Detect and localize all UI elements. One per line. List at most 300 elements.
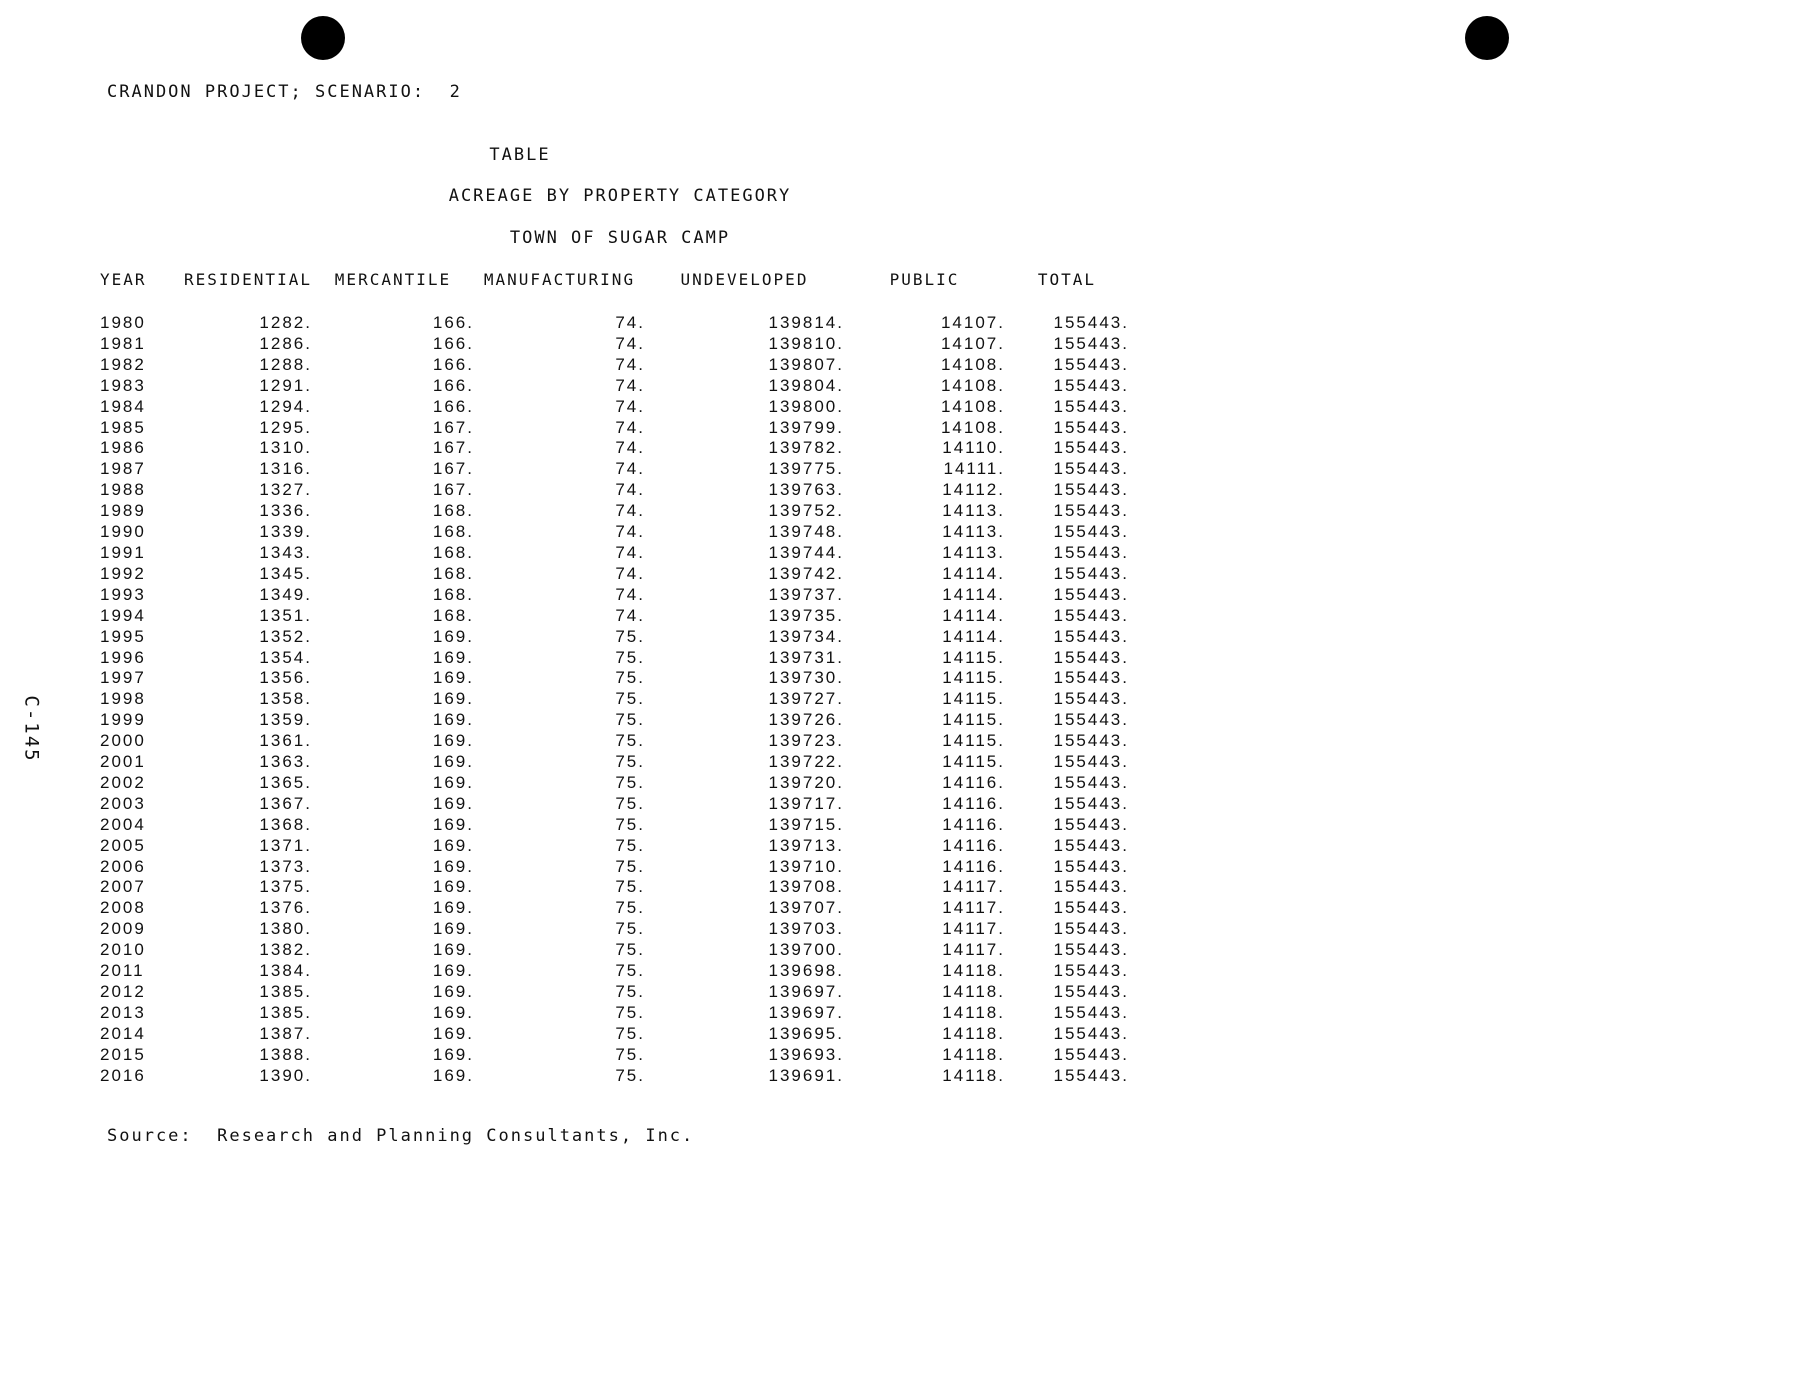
table-row [100, 397, 1129, 418]
cell-year: 2010 [100, 940, 146, 960]
cell-mercantile: 169. [432, 940, 474, 960]
cell-manufacturing: 75. [615, 1002, 645, 1022]
table-row [100, 376, 1129, 397]
cell-public: 14116. [942, 772, 1005, 792]
cell-public: 14114. [942, 626, 1005, 646]
cell-public: 14115. [942, 710, 1005, 730]
table-row [100, 334, 1129, 355]
cell-public: 14118. [942, 961, 1005, 981]
table-row [100, 794, 1129, 815]
cell-total: 155443. [1053, 1065, 1129, 1085]
cell-year: 1993 [100, 584, 146, 604]
cell-residential: 1363. [259, 752, 312, 772]
cell-public: 14117. [942, 919, 1005, 939]
cell-year: 1992 [100, 563, 146, 583]
cell-undeveloped: 139697. [768, 982, 844, 1001]
table-row [100, 982, 1129, 1003]
table-row [100, 857, 1129, 878]
cell-mercantile: 169. [432, 1044, 474, 1064]
cell-undeveloped: 139730. [768, 668, 844, 688]
cell-undeveloped: 139697. [768, 1002, 844, 1022]
cell-residential: 1367. [259, 793, 312, 813]
cell-undeveloped: 139742. [768, 563, 844, 583]
cell-public: 14114. [942, 605, 1005, 625]
cell-public: 14117. [942, 898, 1005, 918]
cell-manufacturing: 74. [615, 501, 645, 521]
cell-residential: 1390. [259, 1065, 312, 1085]
cell-residential: 1343. [259, 542, 312, 562]
cell-total: 155443. [1053, 1023, 1129, 1043]
cell-manufacturing: 75. [615, 772, 645, 792]
cell-manufacturing: 75. [615, 982, 645, 1001]
cell-residential: 1327. [259, 480, 312, 500]
cell-manufacturing: 74. [615, 605, 645, 625]
table-row [100, 501, 1129, 522]
cell-mercantile: 169. [432, 752, 474, 772]
cell-mercantile: 167. [432, 459, 474, 479]
cell-year: 2016 [100, 1065, 146, 1085]
cell-manufacturing: 75. [615, 752, 645, 772]
table-row [100, 459, 1129, 480]
punch-hole-right [1465, 16, 1509, 60]
cell-total: 155443. [1053, 563, 1129, 583]
cell-mercantile: 169. [432, 1065, 474, 1085]
cell-manufacturing: 75. [615, 689, 645, 709]
cell-public: 14117. [942, 940, 1005, 960]
cell-undeveloped: 139707. [768, 898, 844, 918]
cell-total: 155443. [1053, 584, 1129, 604]
cell-public: 14110. [942, 438, 1005, 458]
cell-total: 155443. [1053, 375, 1129, 395]
cell-total: 155443. [1053, 793, 1129, 813]
column-header-manufacturing: MANUFACTURING [483, 270, 636, 289]
cell-mercantile: 169. [432, 835, 474, 855]
cell-mercantile: 166. [432, 354, 474, 374]
table-row [100, 961, 1129, 982]
cell-public: 14113. [942, 542, 1005, 562]
cell-undeveloped: 139748. [768, 522, 844, 542]
table-row [100, 1066, 1129, 1087]
cell-undeveloped: 139726. [768, 710, 844, 730]
table-row [100, 438, 1129, 459]
cell-year: 2002 [100, 772, 146, 792]
table-row [100, 522, 1129, 543]
cell-year: 2000 [100, 731, 146, 751]
cell-year: 1986 [100, 438, 146, 458]
cell-mercantile: 169. [432, 793, 474, 813]
cell-undeveloped: 139727. [768, 689, 844, 709]
table-row [100, 543, 1129, 564]
cell-total: 155443. [1053, 396, 1129, 416]
table-row [100, 1045, 1129, 1066]
cell-residential: 1339. [259, 522, 312, 542]
cell-mercantile: 169. [432, 856, 474, 876]
cell-manufacturing: 74. [615, 313, 645, 332]
cell-year: 2009 [100, 919, 146, 939]
cell-public: 14116. [942, 793, 1005, 813]
cell-residential: 1361. [259, 731, 312, 751]
cell-public: 14107. [940, 333, 1005, 353]
cell-year: 1983 [100, 375, 146, 395]
cell-manufacturing: 74. [615, 333, 645, 353]
cell-residential: 1310. [259, 438, 312, 458]
cell-year: 2011 [100, 961, 145, 981]
cell-public: 14115. [942, 668, 1005, 688]
cell-undeveloped: 139698. [768, 961, 844, 981]
table-row [100, 710, 1129, 731]
table-row [100, 1024, 1129, 1045]
table-header-row [100, 262, 1129, 313]
cell-undeveloped: 139737. [768, 584, 844, 604]
cell-undeveloped: 139695. [768, 1023, 844, 1043]
cell-total: 155443. [1053, 814, 1129, 834]
cell-mercantile: 166. [432, 396, 474, 416]
table-row [100, 585, 1129, 606]
table-body [100, 313, 1129, 1087]
cell-public: 14116. [942, 835, 1005, 855]
cell-residential: 1368. [259, 814, 312, 834]
cell-residential: 1375. [259, 877, 312, 897]
cell-total: 155443. [1053, 731, 1129, 751]
cell-manufacturing: 75. [615, 919, 645, 939]
cell-year: 2005 [100, 835, 146, 855]
cell-undeveloped: 139752. [768, 501, 844, 521]
cell-undeveloped: 139775. [768, 459, 844, 479]
cell-public: 14116. [942, 856, 1005, 876]
cell-public: 14108. [940, 396, 1005, 416]
cell-manufacturing: 74. [615, 438, 645, 458]
cell-total: 155443. [1053, 480, 1129, 500]
cell-mercantile: 169. [432, 982, 474, 1001]
cell-undeveloped: 139731. [768, 647, 844, 667]
cell-year: 1982 [100, 354, 146, 374]
cell-manufacturing: 75. [615, 961, 645, 981]
page-number: C-145 [20, 695, 43, 763]
cell-public: 14115. [942, 689, 1005, 709]
cell-year: 1989 [100, 501, 146, 521]
cell-mercantile: 169. [432, 1002, 474, 1022]
punch-hole-left [301, 16, 345, 60]
cell-total: 155443. [1053, 459, 1129, 479]
cell-residential: 1282. [259, 313, 312, 332]
cell-mercantile: 166. [432, 375, 474, 395]
cell-manufacturing: 75. [615, 814, 645, 834]
cell-undeveloped: 139723. [768, 731, 844, 751]
cell-mercantile: 168. [432, 501, 474, 521]
cell-public: 14118. [942, 982, 1005, 1001]
cell-residential: 1388. [259, 1044, 312, 1064]
column-header-public: PUBLIC [889, 270, 960, 289]
cell-mercantile: 169. [432, 689, 474, 709]
cell-public: 14117. [942, 877, 1005, 897]
cell-total: 155443. [1053, 438, 1129, 458]
cell-residential: 1371. [259, 835, 312, 855]
cell-residential: 1380. [259, 919, 312, 939]
table-row [100, 836, 1129, 857]
cell-total: 155443. [1053, 961, 1129, 981]
cell-total: 155443. [1053, 877, 1129, 897]
cell-manufacturing: 75. [615, 647, 645, 667]
cell-public: 14115. [942, 731, 1005, 751]
cell-undeveloped: 139700. [768, 940, 844, 960]
cell-public: 14112. [942, 480, 1005, 500]
cell-total: 155443. [1053, 940, 1129, 960]
cell-year: 2003 [100, 793, 146, 813]
cell-year: 2008 [100, 898, 146, 918]
cell-residential: 1382. [259, 940, 312, 960]
cell-public: 14116. [942, 814, 1005, 834]
cell-year: 1995 [100, 626, 146, 646]
acreage-table [100, 262, 1129, 1087]
cell-year: 1988 [100, 480, 146, 500]
table-row [100, 606, 1129, 627]
cell-manufacturing: 75. [615, 668, 645, 688]
cell-mercantile: 166. [432, 313, 474, 332]
cell-year: 2013 [100, 1002, 146, 1022]
cell-total: 155443. [1053, 522, 1129, 542]
table-row [100, 648, 1129, 669]
cell-residential: 1288. [259, 354, 312, 374]
cell-undeveloped: 139744. [768, 542, 844, 562]
cell-mercantile: 169. [432, 731, 474, 751]
cell-public: 14118. [942, 1065, 1005, 1085]
cell-total: 155443. [1053, 689, 1129, 709]
cell-public: 14111. [943, 459, 1005, 479]
cell-residential: 1373. [259, 856, 312, 876]
cell-residential: 1316. [259, 459, 312, 479]
cell-year: 1996 [100, 647, 146, 667]
cell-year: 2006 [100, 856, 146, 876]
cell-total: 155443. [1053, 313, 1129, 332]
cell-year: 1984 [100, 396, 146, 416]
cell-manufacturing: 74. [615, 375, 645, 395]
cell-residential: 1358. [259, 689, 312, 709]
cell-residential: 1385. [259, 982, 312, 1001]
cell-undeveloped: 139734. [768, 626, 844, 646]
cell-manufacturing: 74. [615, 417, 645, 437]
cell-total: 155443. [1053, 417, 1129, 437]
cell-manufacturing: 75. [615, 1023, 645, 1043]
cell-mercantile: 168. [432, 563, 474, 583]
cell-year: 2012 [100, 982, 146, 1001]
table-title: ACREAGE BY PROPERTY CATEGORY [448, 186, 792, 206]
cell-public: 14107. [940, 313, 1005, 332]
cell-undeveloped: 139735. [768, 605, 844, 625]
cell-undeveloped: 139722. [768, 752, 844, 772]
cell-undeveloped: 139810. [768, 333, 844, 353]
table-row [100, 815, 1129, 836]
cell-residential: 1387. [259, 1023, 312, 1043]
cell-residential: 1356. [259, 668, 312, 688]
cell-manufacturing: 74. [615, 522, 645, 542]
cell-manufacturing: 75. [615, 793, 645, 813]
table-row [100, 313, 1129, 334]
table-label: TABLE [489, 145, 551, 165]
cell-year: 2007 [100, 877, 146, 897]
cell-total: 155443. [1053, 542, 1129, 562]
cell-manufacturing: 74. [615, 563, 645, 583]
cell-public: 14118. [942, 1002, 1005, 1022]
cell-total: 155443. [1053, 605, 1129, 625]
cell-public: 14115. [942, 647, 1005, 667]
cell-manufacturing: 75. [615, 835, 645, 855]
column-header-total: TOTAL [1037, 270, 1097, 289]
cell-manufacturing: 75. [615, 898, 645, 918]
cell-manufacturing: 75. [615, 856, 645, 876]
cell-year: 1990 [100, 522, 146, 542]
cell-year: 1991 [100, 542, 146, 562]
cell-year: 2015 [100, 1044, 146, 1064]
project-scenario-line: CRANDON PROJECT; SCENARIO: 2 [107, 82, 462, 102]
table-row [100, 418, 1129, 439]
cell-total: 155443. [1053, 835, 1129, 855]
cell-public: 14113. [942, 522, 1005, 542]
cell-total: 155443. [1053, 982, 1129, 1001]
table-row [100, 480, 1129, 501]
cell-residential: 1345. [259, 563, 312, 583]
cell-mercantile: 169. [432, 919, 474, 939]
cell-undeveloped: 139713. [768, 835, 844, 855]
cell-year: 1981 [100, 333, 146, 353]
cell-manufacturing: 74. [615, 354, 645, 374]
cell-total: 155443. [1053, 856, 1129, 876]
cell-residential: 1376. [259, 898, 312, 918]
cell-undeveloped: 139799. [768, 417, 844, 437]
cell-mercantile: 168. [432, 542, 474, 562]
source-note: Source: Research and Planning Consultants, Inc. [107, 1126, 695, 1146]
cell-year: 1985 [100, 417, 146, 437]
cell-undeveloped: 139693. [768, 1044, 844, 1064]
table-row [100, 877, 1129, 898]
cell-mercantile: 169. [432, 668, 474, 688]
table-row [100, 668, 1129, 689]
cell-total: 155443. [1053, 333, 1129, 353]
cell-year: 1999 [100, 710, 146, 730]
table-row [100, 1003, 1129, 1024]
cell-residential: 1384. [259, 961, 312, 981]
table-row [100, 355, 1129, 376]
column-header-residential: RESIDENTIAL [184, 270, 312, 289]
cell-public: 14114. [942, 563, 1005, 583]
cell-public: 14108. [940, 417, 1005, 437]
cell-mercantile: 167. [432, 480, 474, 500]
cell-manufacturing: 75. [615, 710, 645, 730]
cell-public: 14118. [942, 1023, 1005, 1043]
cell-residential: 1354. [259, 647, 312, 667]
cell-manufacturing: 75. [615, 1044, 645, 1064]
cell-public: 14115. [942, 752, 1005, 772]
cell-total: 155443. [1053, 668, 1129, 688]
cell-mercantile: 169. [432, 961, 474, 981]
cell-public: 14108. [940, 375, 1005, 395]
table-row [100, 940, 1129, 961]
cell-mercantile: 169. [432, 772, 474, 792]
cell-manufacturing: 74. [615, 459, 645, 479]
table-row [100, 919, 1129, 940]
cell-year: 1987 [100, 459, 146, 479]
cell-year: 1980 [100, 313, 146, 332]
cell-total: 155443. [1053, 752, 1129, 772]
cell-manufacturing: 75. [615, 626, 645, 646]
cell-residential: 1385. [259, 1002, 312, 1022]
table-row [100, 773, 1129, 794]
cell-manufacturing: 75. [615, 877, 645, 897]
cell-residential: 1349. [259, 584, 312, 604]
cell-total: 155443. [1053, 501, 1129, 521]
cell-residential: 1352. [259, 626, 312, 646]
cell-public: 14114. [942, 584, 1005, 604]
cell-mercantile: 169. [432, 647, 474, 667]
cell-manufacturing: 74. [615, 480, 645, 500]
table-subtitle: TOWN OF SUGAR CAMP [509, 228, 731, 248]
cell-mercantile: 167. [432, 417, 474, 437]
cell-residential: 1359. [259, 710, 312, 730]
cell-undeveloped: 139814. [768, 313, 844, 332]
cell-mercantile: 169. [432, 1023, 474, 1043]
cell-mercantile: 168. [432, 522, 474, 542]
cell-undeveloped: 139800. [768, 396, 844, 416]
table-row [100, 689, 1129, 710]
cell-residential: 1295. [259, 417, 312, 437]
cell-mercantile: 167. [432, 438, 474, 458]
cell-mercantile: 169. [432, 814, 474, 834]
cell-residential: 1286. [259, 333, 312, 353]
cell-mercantile: 166. [432, 333, 474, 353]
cell-year: 1997 [100, 668, 146, 688]
cell-undeveloped: 139782. [768, 438, 844, 458]
cell-public: 14108. [940, 354, 1005, 374]
cell-manufacturing: 74. [615, 584, 645, 604]
cell-total: 155443. [1053, 710, 1129, 730]
cell-residential: 1365. [259, 772, 312, 792]
cell-undeveloped: 139807. [768, 354, 844, 374]
table-row [100, 731, 1129, 752]
cell-year: 2001 [100, 752, 146, 772]
cell-public: 14118. [942, 1044, 1005, 1064]
cell-public: 14113. [942, 501, 1005, 521]
table-row [100, 564, 1129, 585]
table-row [100, 627, 1129, 648]
cell-total: 155443. [1053, 1002, 1129, 1022]
cell-undeveloped: 139703. [768, 919, 844, 939]
cell-mercantile: 168. [432, 584, 474, 604]
cell-undeveloped: 139717. [768, 793, 844, 813]
cell-undeveloped: 139710. [768, 856, 844, 876]
cell-residential: 1291. [259, 375, 312, 395]
cell-manufacturing: 75. [615, 940, 645, 960]
cell-undeveloped: 139691. [768, 1065, 844, 1085]
cell-total: 155443. [1053, 626, 1129, 646]
cell-year: 2014 [100, 1023, 146, 1043]
table-row [100, 898, 1129, 919]
cell-residential: 1294. [259, 396, 312, 416]
cell-total: 155443. [1053, 898, 1129, 918]
cell-total: 155443. [1053, 919, 1129, 939]
cell-undeveloped: 139708. [768, 877, 844, 897]
cell-undeveloped: 139715. [768, 814, 844, 834]
cell-year: 2004 [100, 814, 146, 834]
cell-total: 155443. [1053, 354, 1129, 374]
cell-mercantile: 168. [432, 605, 474, 625]
column-header-year: YEAR [100, 270, 147, 289]
cell-year: 1998 [100, 689, 146, 709]
column-header-mercantile: MERCANTILE [334, 270, 452, 289]
cell-manufacturing: 74. [615, 396, 645, 416]
column-header-undeveloped: UNDEVELOPED [680, 270, 809, 289]
cell-total: 155443. [1053, 647, 1129, 667]
table-row [100, 752, 1129, 773]
cell-total: 155443. [1053, 772, 1129, 792]
